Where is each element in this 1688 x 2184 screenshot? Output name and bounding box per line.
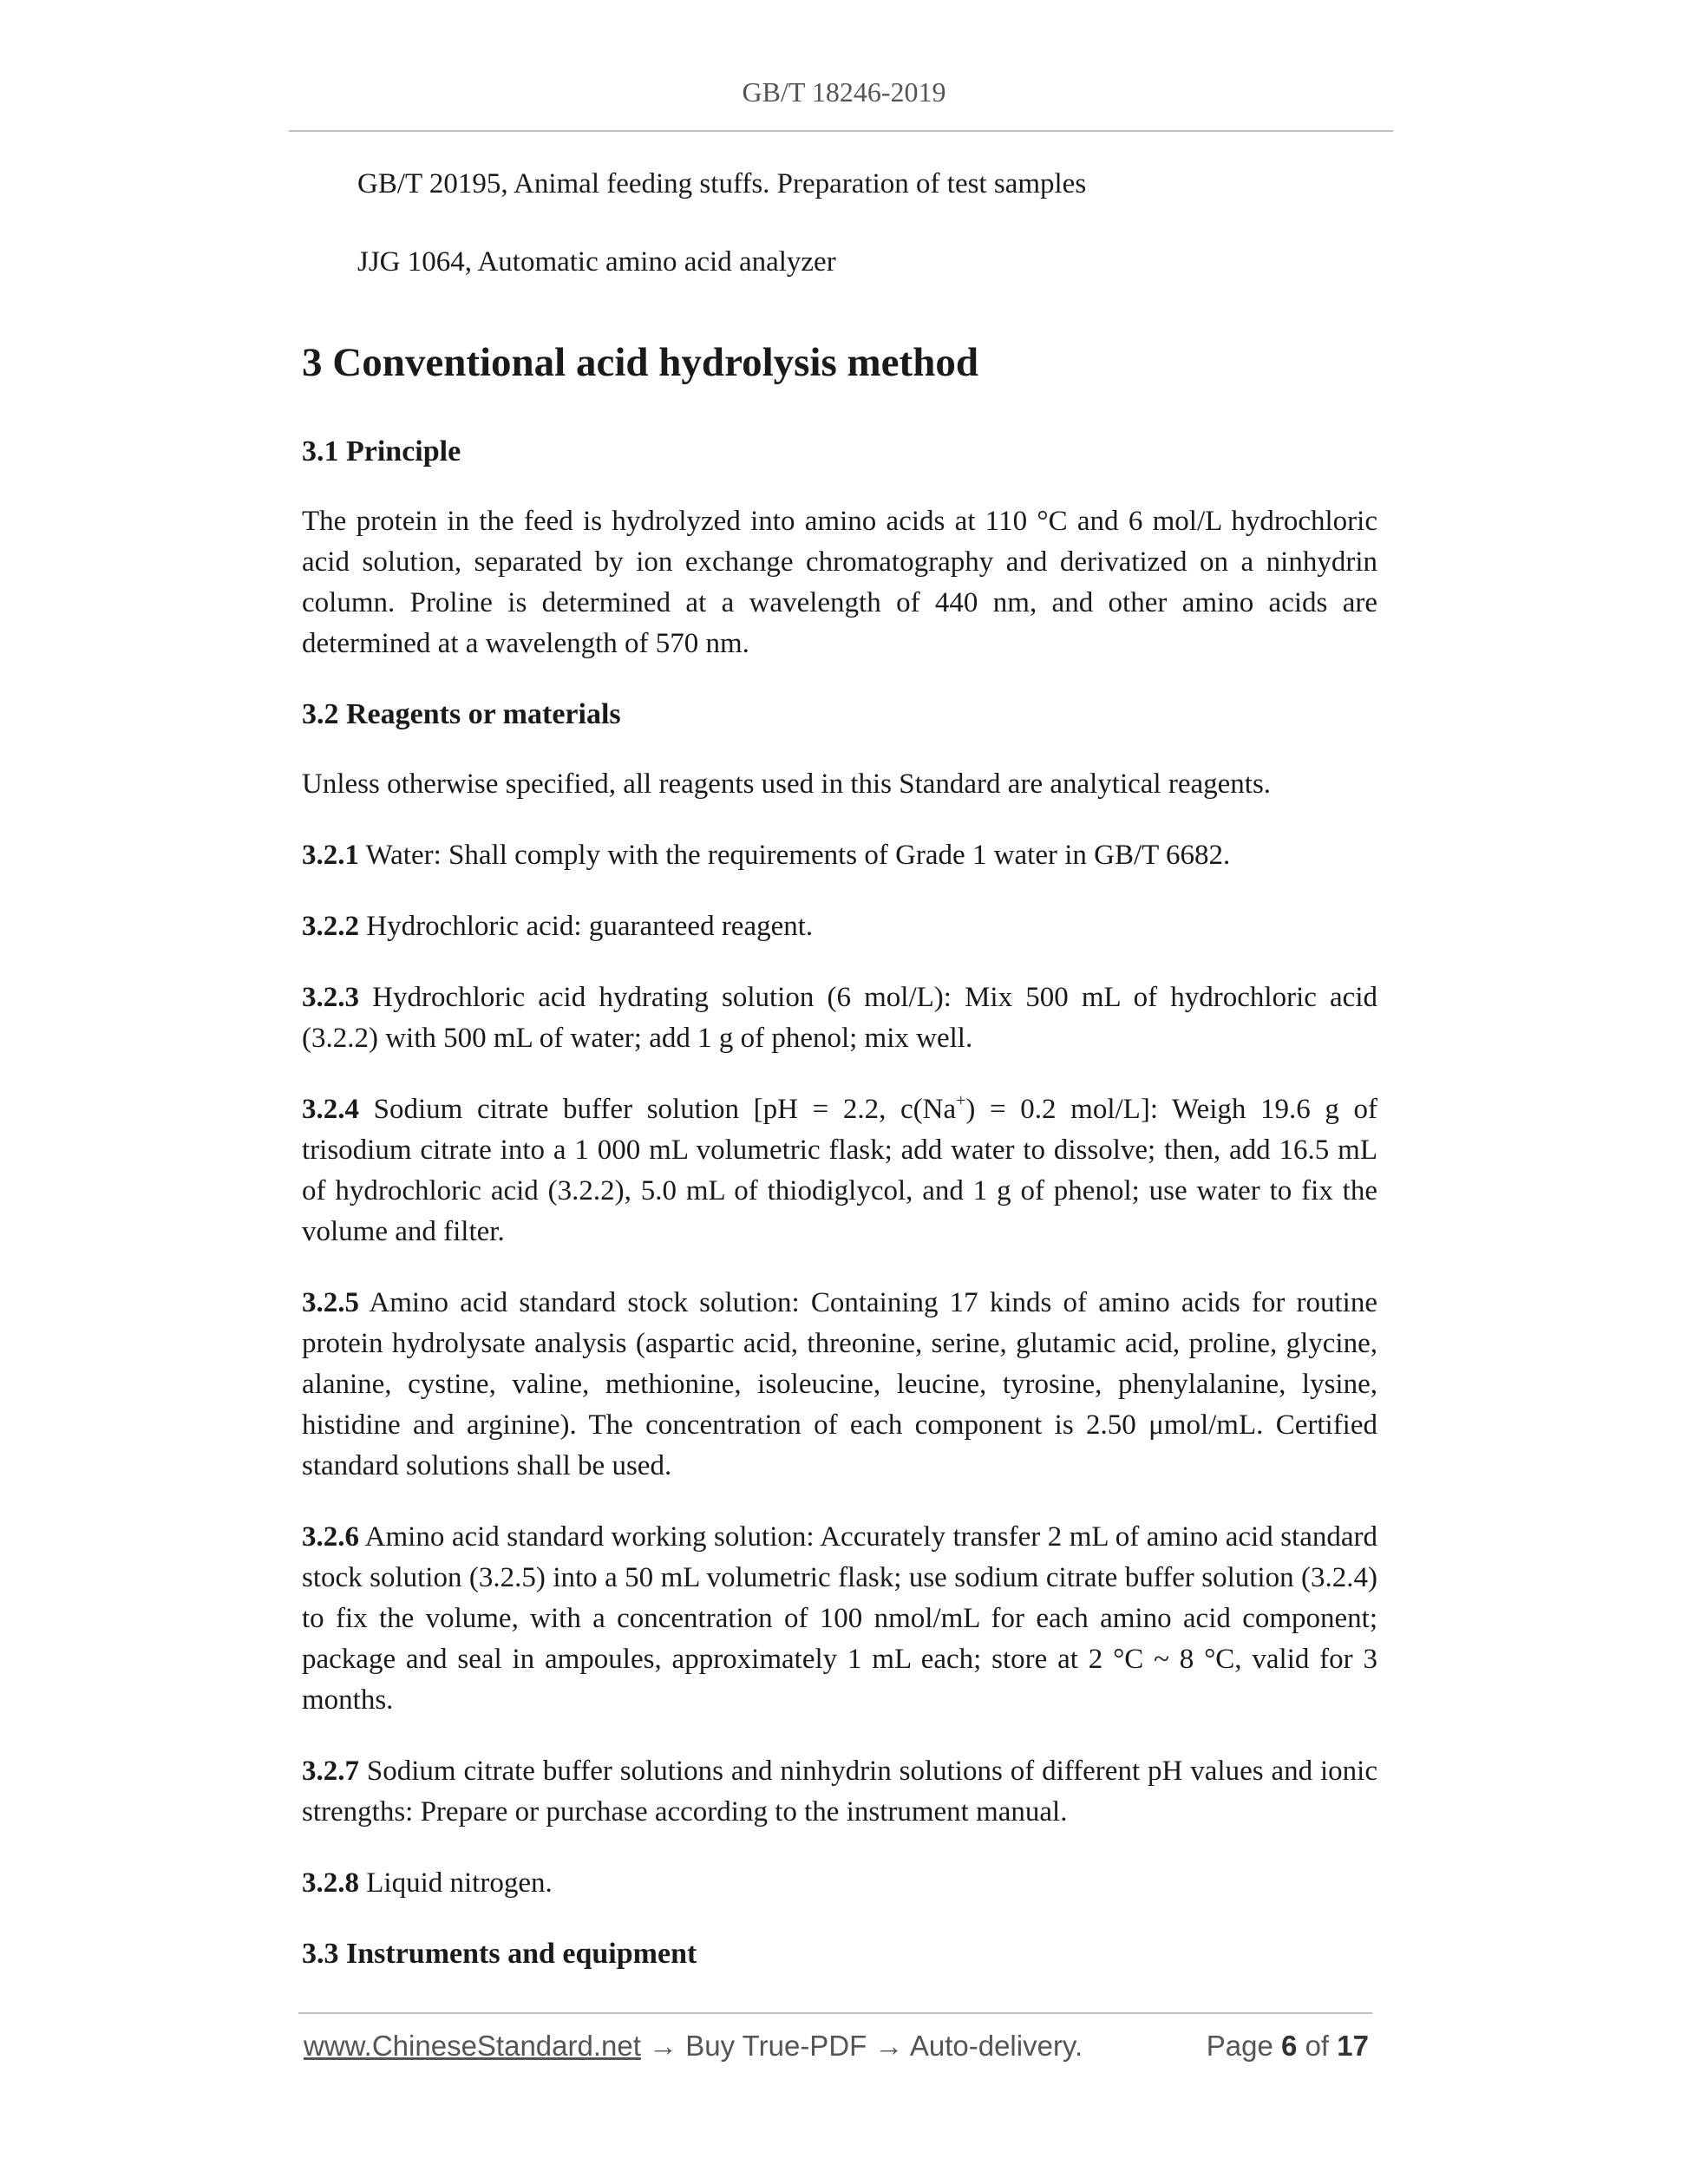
arrow-icon: →	[874, 2030, 904, 2062]
item-number: 3.2.5	[302, 1287, 359, 1318]
item-number: 3.2.7	[302, 1756, 359, 1787]
page-footer	[304, 2030, 1372, 2071]
item-text: Water: Shall comply with the requirements of Grade 1 water in GB/T 6682.	[365, 840, 1231, 871]
reagent-item-3-2-1	[302, 835, 1377, 876]
item-text: ) = 0.2 mol/L]: Weigh 19.6 g of trisodium citrate into a 1 000 mL volumetric flask; add water to dissolve; then, add 16.5 mL of hydrochloric acid (3.2.2), 5.0 mL of thiodiglycol, and 1 g of phenol; use water to fix the volume and filter.	[302, 1094, 1378, 1247]
reagent-item-3-2-3	[302, 978, 1377, 1059]
instruments-heading: 3.3 Instruments and equipment	[302, 1938, 697, 1970]
item-text: Hydrochloric acid hydrating solution (6 mol/L): Mix 500 mL of hydrochloric acid (3.2.2) with 500 mL of water; add 1 g of phenol; mix well.	[302, 982, 1377, 1054]
reagent-item-3-2-4	[302, 1089, 1377, 1252]
normative-reference: GB/T 20195, Animal feeding stuffs. Preparation of test samples	[357, 168, 1087, 199]
footer-promo	[304, 2030, 1083, 2063]
item-number: 3.2.6	[302, 1521, 359, 1553]
buy-pdf-text: Buy True-PDF	[685, 2030, 867, 2062]
item-text: Sodium citrate buffer solutions and ninhydrin solutions of different pH values and ionic strengths: Prepare or purchase according to the instrument manual.	[302, 1756, 1377, 1828]
item-text: Liquid nitrogen.	[366, 1867, 553, 1899]
page-label: Page	[1206, 2030, 1273, 2062]
reagent-item-3-2-2	[302, 906, 1377, 947]
reagent-item-3-2-8	[302, 1863, 1377, 1904]
page-number: 6	[1281, 2030, 1298, 2062]
superscript-plus: +	[956, 1091, 966, 1110]
section-title: 3 Conventional acid hydrolysis method	[302, 340, 978, 385]
item-number: 3.2.8	[302, 1867, 359, 1899]
item-text: Hydrochloric acid: guaranteed reagent.	[366, 911, 814, 942]
item-number: 3.2.2	[302, 911, 359, 942]
reagent-item-3-2-6	[302, 1517, 1377, 1721]
reagent-item-3-2-7	[302, 1751, 1377, 1833]
page-body	[302, 165, 1377, 2004]
item-number: 3.2.1	[302, 840, 359, 871]
site-link[interactable]: www.ChineseStandard.net	[304, 2030, 641, 2062]
principle-text: The protein in the feed is hydrolyzed into amino acids at 110 °C and 6 mol/L hydrochloric acid solution, separated by ion exchange chromatography and derivatized on a ninhydrin column. Proline is determined at a wavelength of 440 nm, and other amino acids are determined at a wavelength of 570 nm.	[302, 506, 1377, 659]
header-divider	[289, 130, 1393, 132]
of-label: of	[1305, 2030, 1330, 2062]
document-id-header: GB/T 18246-2019	[742, 76, 946, 108]
arrow-icon: →	[649, 2030, 678, 2062]
reagent-item-3-2-5	[302, 1283, 1377, 1487]
footer-divider	[298, 2012, 1372, 2014]
reagents-intro: Unless otherwise specified, all reagents used in this Standard are analytical reagents.	[302, 768, 1272, 800]
item-text: Amino acid standard stock solution: Containing 17 kinds of amino acids for routine protein hydrolysate analysis (aspartic acid, threonine, serine, glutamic acid, proline, glycine, alanine, cystine, valine, methionine, isoleucine, leucine, tyrosine, phenylalanine, lysine, histidine and arginine). The concentration of each component is 2.50 μmol/mL. Certified standard solutions shall be used.	[302, 1287, 1377, 1481]
delivery-text: Auto-delivery.	[909, 2030, 1083, 2062]
item-text: Sodium citrate buffer solution [pH = 2.2, c(Na	[373, 1094, 957, 1125]
page-counter	[1207, 2030, 1369, 2063]
reagents-heading: 3.2 Reagents or materials	[302, 698, 621, 730]
item-number: 3.2.3	[302, 982, 359, 1013]
page-total: 17	[1337, 2030, 1369, 2062]
principle-heading: 3.1 Principle	[302, 435, 461, 468]
item-text: Amino acid standard working solution: Accurately transfer 2 mL of amino acid standard stock solution (3.2.5) into a 50 mL volumetric flask; use sodium citrate buffer solution (3.2.4) to fix the volume, with a concentration of 100 nmol/mL for each amino acid component; package and seal in ampoules, approximately 1 mL each; store at 2 °C ~ 8 °C, valid for 3 months.	[302, 1521, 1377, 1716]
item-number: 3.2.4	[302, 1094, 359, 1125]
normative-reference: JJG 1064, Automatic amino acid analyzer	[357, 246, 836, 278]
